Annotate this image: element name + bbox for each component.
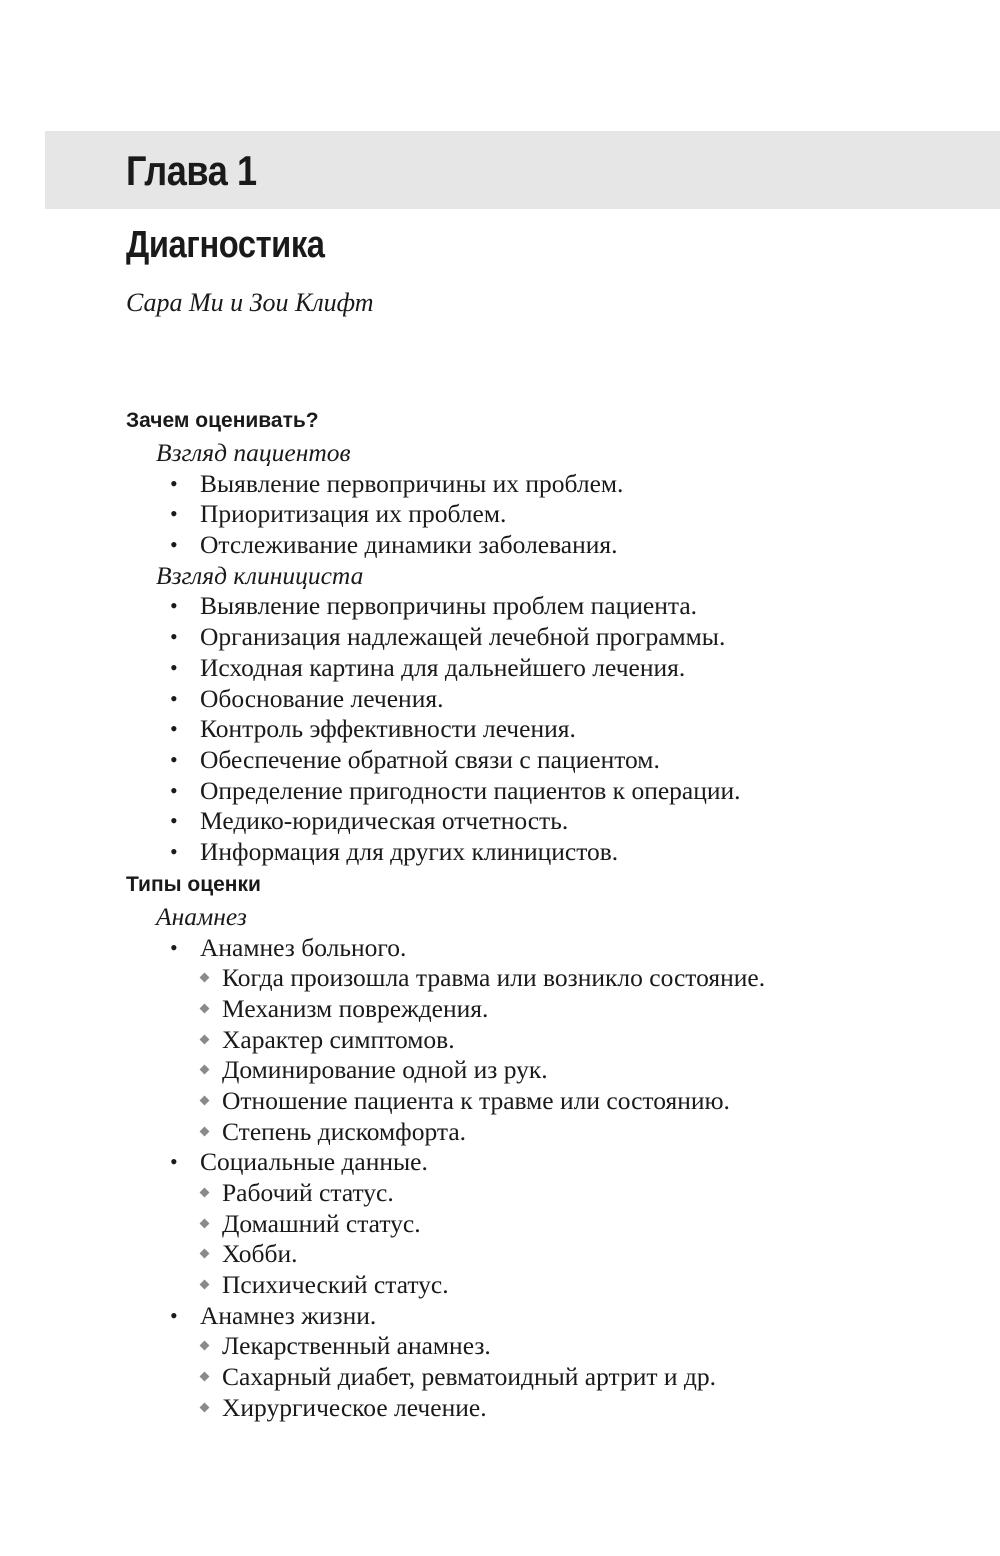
sub-list-item: Лекарственный анамнез. [222,1331,986,1362]
bullet-icon: • [170,1149,178,1175]
bullet-icon: • [170,532,178,558]
sub-list [200,1331,986,1423]
anamnesis-list [126,933,986,1424]
diamond-bullet-icon [200,1280,210,1290]
bullet-icon: • [170,747,178,772]
diamond-bullet-icon [200,1003,210,1013]
chapter-label: Глава 1 [126,147,257,194]
list-item: • Анамнез больного. Когда произошла травма или возникло состояние. Механизм повреждения. Характер симптомов. Доминирование одной из рук. Отношение пациента к травме или состоянию. Степень дискомфорта. [200,933,986,1148]
list-item: • Контроль эффективности лечения. [170,714,576,744]
diamond-bullet-icon [200,1034,210,1044]
clinician-list [126,591,986,867]
list-item: • Исходная картина для дальнейшего лечения. [170,652,686,682]
bullet-icon: • [170,654,178,680]
sub-list [200,1178,986,1301]
sub-list-item: Характер симптомов. [222,1025,986,1056]
section-heading-types: Типы оценки [126,872,261,896]
list-item: • Выявление первопричины их проблем. [170,468,624,498]
sub-list-item: Психический статус. [222,1270,986,1301]
list-item: • Организация надлежащей лечебной программы. [170,622,726,652]
subheading-patients: Взгляд пациентов [156,438,351,467]
diamond-bullet-icon [200,1065,210,1075]
list-item: • Обоснование лечения. [170,683,444,713]
list-item: • Обеспечение обратной связи с пациентом. [170,745,660,774]
bullet-icon: • [170,808,178,834]
bullet-icon: • [170,470,178,496]
sub-list-item: Степень дискомфорта. [222,1117,986,1148]
bullet-icon: • [170,685,178,711]
sub-list-item: Доминирование одной из рук. [222,1055,986,1086]
bullet-icon: • [170,716,178,742]
section-heading-why: Зачем оценивать? [126,409,319,432]
bullet-icon: • [170,501,178,527]
diamond-bullet-icon [200,1402,210,1412]
list-item: • Приоритизация их проблем. [170,499,507,529]
sub-list-item: Отношение пациента к травме или состоянию. [222,1086,986,1117]
sub-list-item: Сахарный диабет, ревматоидный артрит и др. [222,1362,986,1393]
chapter-authors: Сара Ми и Зои Клифт [126,288,374,317]
diamond-bullet-icon [200,1372,210,1382]
list-item: • Выявление первопричины проблем пациента. [170,591,698,621]
diamond-bullet-icon [200,1188,210,1198]
sub-list-item: Рабочий статус. [222,1178,986,1209]
chapter-content [126,404,986,1424]
diamond-bullet-icon [200,1249,210,1259]
bullet-icon: • [170,777,178,803]
sub-list-item: Домашний статус. [222,1209,986,1240]
list-item: • Медико-юридическая отчетность. [170,806,569,836]
sub-list [200,963,986,1147]
diamond-bullet-icon [200,973,210,983]
list-item: • Информация для других клиницистов. [170,837,619,867]
list-item: • Социальные данные. Рабочий статус. Домашний статус. Хобби. Психический статус. [200,1147,986,1300]
sub-list-item: Механизм повреждения. [222,994,986,1025]
sub-list-item: Хобби. [222,1239,986,1270]
list-item: • Определение пригодности пациентов к операции. [170,775,741,805]
sub-list-item: Когда произошла травма или возникло состояние. [222,963,986,994]
list-item: • Анамнез жизни. Лекарственный анамнез. Сахарный диабет, ревматоидный артрит и др. Хирургическое лечение. [200,1301,986,1424]
bullet-icon: • [170,624,178,650]
diamond-bullet-icon [200,1096,210,1106]
chapter-title: Диагностика [126,224,325,266]
subheading-clinician: Взгляд клинициста [156,560,364,590]
diamond-bullet-icon [200,1126,210,1136]
bullet-icon: • [170,934,178,960]
sub-list-item: Хирургическое лечение. [222,1393,986,1424]
diamond-bullet-icon [200,1218,210,1228]
bullet-icon: • [170,593,178,619]
subheading-anamnesis: Анамнез [156,901,247,931]
diamond-bullet-icon [200,1341,210,1351]
patients-list [126,469,986,561]
bullet-icon: • [170,1302,178,1328]
bullet-icon: • [170,839,178,865]
list-item: • Отслеживание динамики заболевания. [170,530,618,560]
